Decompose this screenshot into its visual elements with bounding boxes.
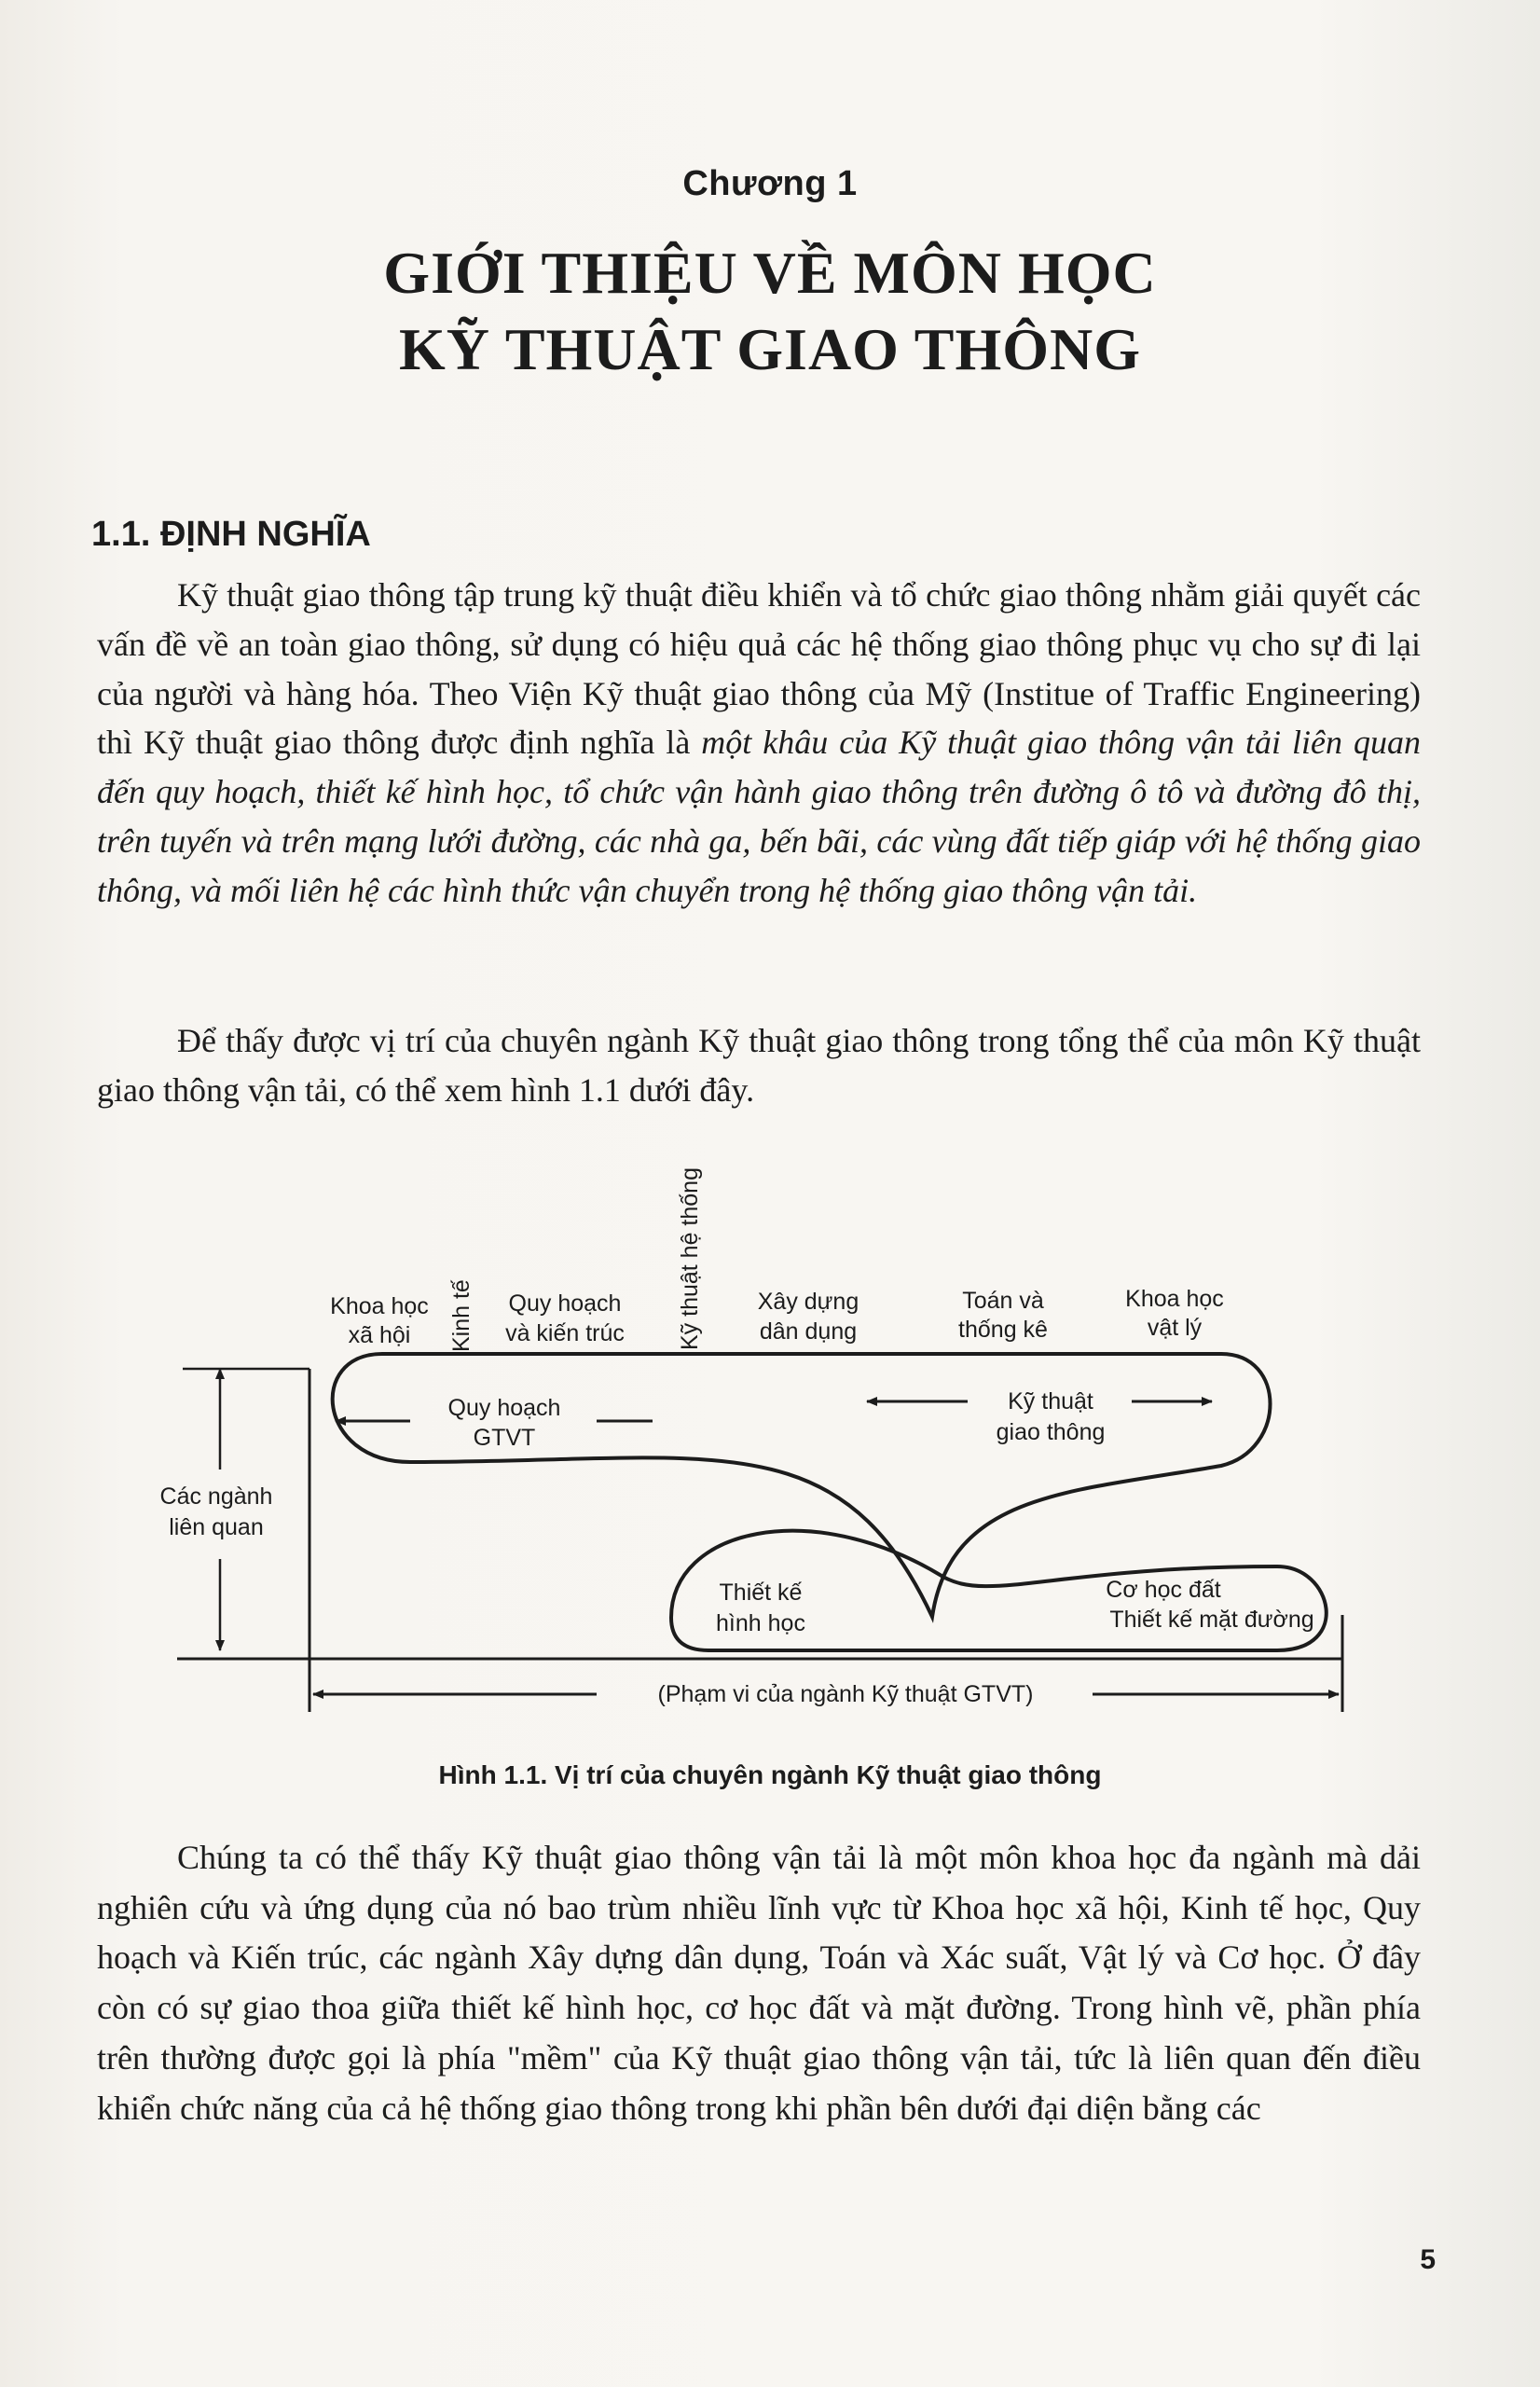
label-cac-nganh-1: Các ngành <box>159 1483 273 1510</box>
label-ky-thuat-he-thong: Kỹ thuật hệ thống <box>677 1167 703 1350</box>
definition-italic-text: một khâu của Kỹ thuật giao thông vận tải liên quan đến quy hoạch, thiết kế hình học, tổ chức vận hành giao thông trên đường ô tô và đường đô thị, trên tuyến và trên mạng lưới đường, các nhà ga, bến bãi, các vùng đất tiếp giáp với hệ thống giao thông, và mối liên hệ các hình thức vận chuyển trong hệ thống giao thông vận tải. <box>97 724 1421 909</box>
chapter-title-line-2: KỸ THUẬT GIAO THÔNG <box>398 316 1142 382</box>
chapter-label: Chương 1 <box>682 164 858 203</box>
label-xay-dung-dan-dung-1: Xây dựng <box>757 1289 859 1315</box>
lower-loop <box>671 1531 1327 1650</box>
label-cac-nganh-2: liên quan <box>169 1514 264 1540</box>
label-thiet-ke-hinh-hoc-2: hình học <box>716 1610 805 1636</box>
label-co-hoc-dat-1: Cơ học đất <box>1106 1577 1221 1603</box>
figure-intro-text: Để thấy được vị trí của chuyên ngành Kỹ thuật giao thông trong tổng thể của môn Kỹ thuật giao thông vận tải, có thể xem hình 1.1 dưới đây. <box>97 1022 1421 1109</box>
label-quy-hoach-kien-truc-1: Quy hoạch <box>508 1290 622 1317</box>
label-ky-thuat-gt-1: Kỹ thuật <box>1008 1388 1093 1414</box>
chapter-title-line-1: GIỚI THIỆU VỀ MÔN HỌC <box>383 240 1157 306</box>
figure-intro-paragraph <box>97 1016 1421 1115</box>
label-khoa-hoc-xa-hoi-2: xã hội <box>348 1322 411 1348</box>
label-quy-hoach-gtvt-2: GTVT <box>473 1425 536 1451</box>
label-co-hoc-dat-2: Thiết kế mặt đường <box>1109 1607 1314 1633</box>
label-thiet-ke-hinh-hoc-1: Thiết kế <box>719 1580 803 1606</box>
label-xay-dung-dan-dung-2: dân dụng <box>759 1318 858 1345</box>
label-toan-thong-ke-1: Toán và <box>962 1288 1044 1314</box>
definition-text: Kỹ thuật giao thông tập trung kỹ thuật điều khiển và tổ chức giao thông nhằm giải quyết các vấn đề về an toàn giao thông, sử dụng có hiệu quả các hệ thống giao thông phục vụ cho sự đi lại của người và hàng hóa. Theo Viện Kỹ thuật giao thông của Mỹ (Institue of Traffic Engineering) thì Kỹ thuật giao thông được định nghĩa là <box>97 576 1421 762</box>
label-khoa-hoc-vat-ly-2: vật lý <box>1147 1315 1203 1341</box>
label-scope: (Phạm vi của ngành Kỹ thuật GTVT) <box>657 1681 1034 1707</box>
section-heading: 1.1. ĐỊNH NGHĨA <box>91 515 371 554</box>
page-number: 5 <box>1420 2244 1436 2275</box>
label-ky-thuat-gt-2: giao thông <box>996 1419 1106 1445</box>
figure-caption: Hình 1.1. Vị trí của chuyên ngành Kỹ thuật giao thông <box>438 1760 1102 1789</box>
label-kinh-te: Kinh tế <box>448 1279 474 1352</box>
label-khoa-hoc-xa-hoi-1: Khoa học <box>330 1293 429 1319</box>
upper-loop <box>333 1354 1271 1617</box>
label-khoa-hoc-vat-ly-1: Khoa học <box>1125 1286 1224 1312</box>
label-quy-hoach-gtvt-1: Quy hoạch <box>447 1395 561 1421</box>
discussion-paragraph <box>97 1833 1421 2133</box>
discussion-text: Chúng ta có thể thấy Kỹ thuật giao thông vận tải là một môn khoa học đa ngành mà dải nghiên cứu và ứng dụng của nó bao trùm nhiều lĩnh vực từ Khoa học xã hội, Kinh tế học, Quy hoạch và Kiến trúc, các ngành Xây dựng dân dụng, Toán và Xác suất, Vật lý và Cơ học. Ở đây còn có sự giao thoa giữa thiết kế hình học, cơ học đất và mặt đường. Trong hình vẽ, phần phía trên thường được gọi là phía "mềm" của Kỹ thuật giao thông vận tải, tức là liên quan đến điều khiển chức năng của cả hệ thống giao thông trong khi phần bên dưới đại diện bằng các <box>97 1839 1421 2127</box>
label-quy-hoach-kien-truc-2: và kiến trúc <box>505 1320 625 1346</box>
definition-paragraph <box>97 571 1421 916</box>
label-toan-thong-ke-2: thống kê <box>958 1317 1048 1343</box>
